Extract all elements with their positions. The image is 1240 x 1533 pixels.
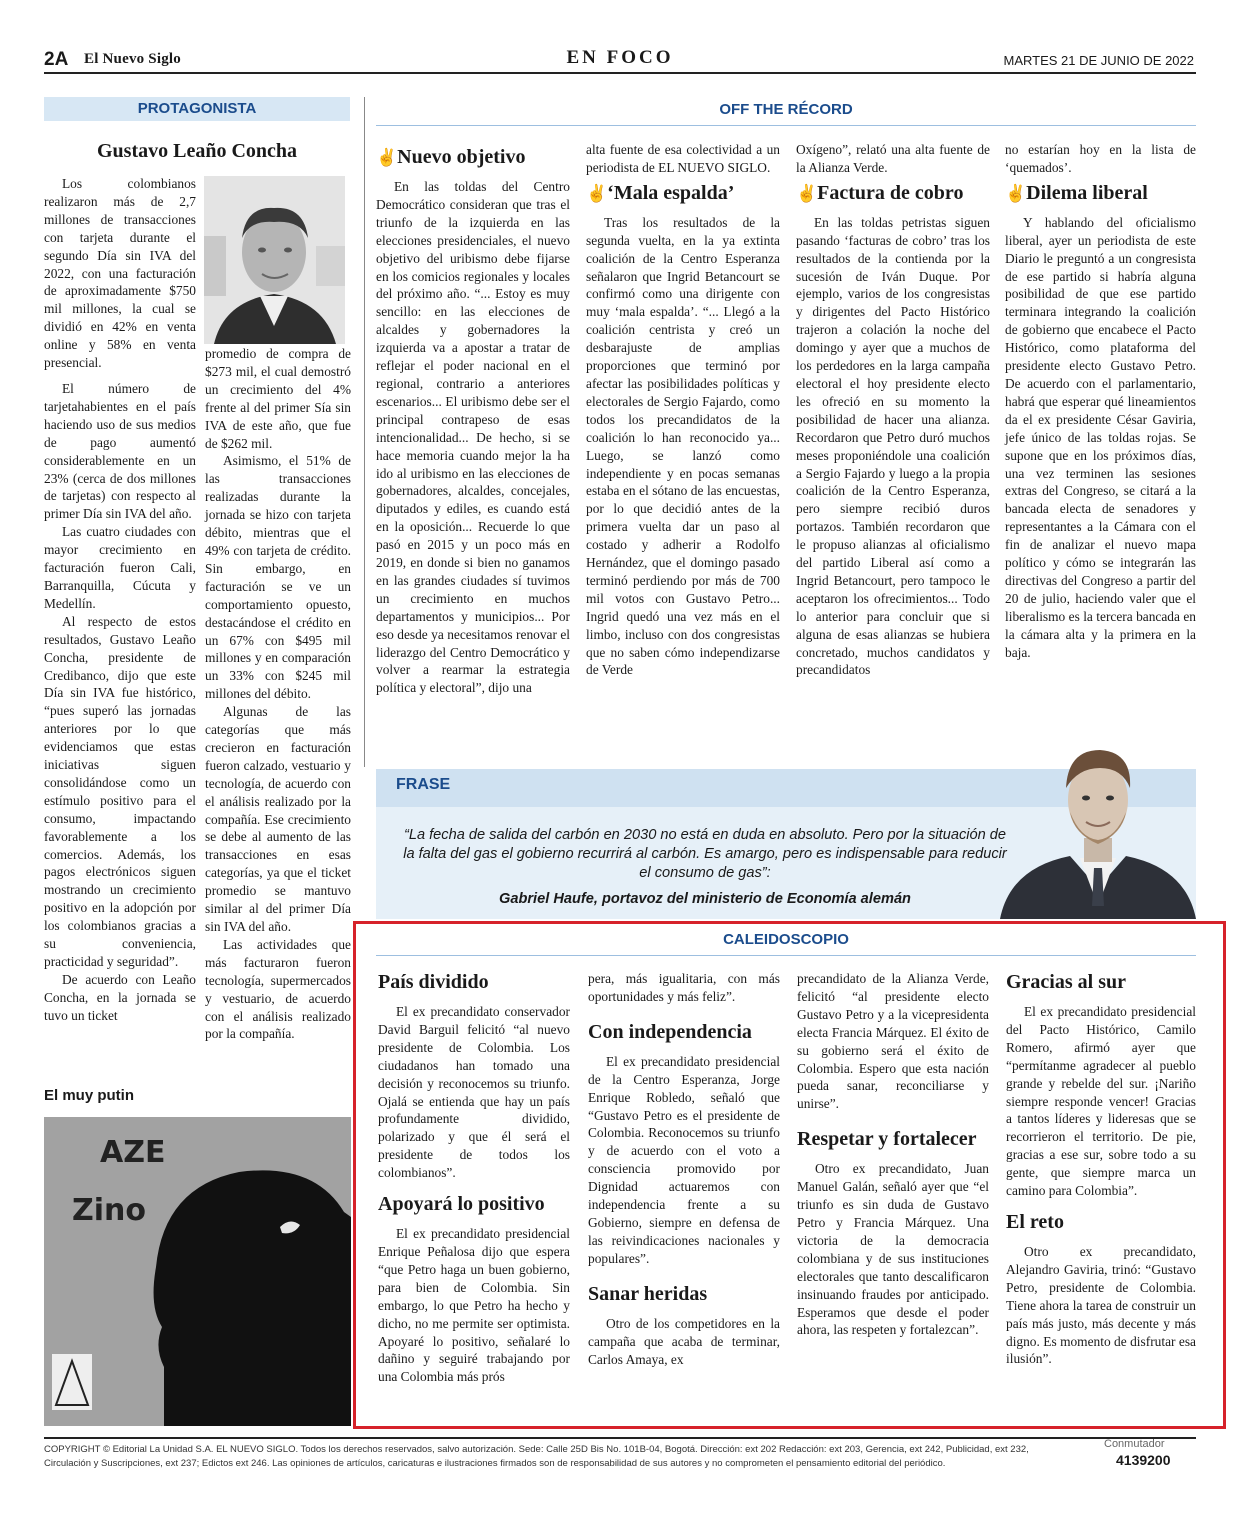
protagonista-column-1a xyxy=(44,175,196,371)
footer-copyright xyxy=(44,1443,1094,1471)
caleido-heading-apoyara: Apoyará lo positivo xyxy=(378,1193,545,1216)
off-column-3 xyxy=(796,141,990,766)
protagonista-paragraph: Algunas de las categorías que más crecieron en facturación fueron calzado, vestuario y tecnología, de acuerdo con el análisis realizado por la compañía. Ese crecimiento se debe al aumento de las transacciones en esas categorías, ya que el ticket promedio se mantuvo similar al del primer Día sin IVA del año. xyxy=(205,704,351,934)
switchboard-label: Conmutador xyxy=(1104,1438,1165,1450)
protagonista-paragraph: Al respecto de estos resultados, Gustavo Leaño Concha, presidente de Credibanco, dijo que este Día sin IVA fue histórico, “pues superó las jornadas anteriores por lo que evidenciamos que estas iniciativas siguen consolidándose como un estímulo positivo para el consumo, impactando favorablemente a los comercios. Además, los pagos electrónicos siguen mostrando un crecimiento positivo en la adopción por los colombianos gracias a su conveniencia, practicidad y seguridad”. xyxy=(44,613,196,969)
caleido-paragraph: El ex precandidato conservador David Barguil felicitó “al nuevo presidente de Colombia. Los ciudadanos han tomado una decisión y reconocemos su triunfo. Ojalá se entienda que hay un país profundamente dividido, polarizado y que él será el presidente de todos los colombianos”. xyxy=(378,1004,570,1181)
protagonista-paragraph: De acuerdo con Leaño Concha, en la jornada se tuvo un ticket xyxy=(44,971,196,1023)
issue-date: MARTES 21 DE JUNIO DE 2022 xyxy=(1003,53,1194,68)
caleido-paragraph: El ex precandidato presidencial de la Centro Esperanza, Jorge Enrique Robledo, señaló que “Gustavo Petro es el presidente de Colombia. Reconocemos su triunfo y de acuerdo con el voto a consciencia promovido por Dignidad actuaremos con independencia frente a su Gobierno, siempre en defensa de las reivindicaciones nacionales y populares”. xyxy=(588,1053,780,1266)
caleido-column-3 xyxy=(797,970,989,1425)
column-divider xyxy=(364,97,365,767)
header-rule xyxy=(44,72,1196,74)
protagonista-column-2 xyxy=(205,345,351,1067)
caleido-paragraph: pera, más igualitaria, con más oportunidades y más feliz”. xyxy=(588,971,780,1004)
footer-line-1: COPYRIGHT © Editorial La Unidad S.A. EL NUEVO SIGLO. Todos los derechos reservados, salvo autorización. Sede: Calle 25D Bis No. 101B-04, Bogotá. Dirección: ext 202 Redacción: ext 203, Gerencia, ext 242, Publicidad, ext 232, xyxy=(44,1444,1029,1455)
off-paragraph: En las toldas del Centro Democrático consideran que tras el triunfo de la izquierda en las elecciones presidenciales, el nuevo objetivo del uribismo debe fijarse en los comicios regionales y locales del próximo año. “... Estoy es muy sencillo: en las elecciones de alcaldes y gobernadores la izquierda va a apostar a tratar de reflejar el poder nacional en el regional, contrario a anteriores escenarios... El uribismo debe ser el principal contrapeso de esas intencionalidad... De hecho, si se hace memoria cuando mejor la ha ido al uribismo en las elecciones de gobernadores, alcaldes, concejales, diputados y ediles, es cuando está en la oposición... Recuerde lo que pasó en 2015 y un poco más en 2019, en donde si bien no ganamos en las grandes ciudades sí tuvimos un crecimiento en muchos departamentos y municipios... Por eso desde ya necesitamos renovar el liderazgo del Centro Democrático y volver a rearmar la estrategia política y electoral”, dijo una xyxy=(376,179,570,696)
off-paragraph: Tras los resultados de la segunda vuelta, en la ya extinta coalición de la Centro Esperanza señalaron que Ingrid Betancourt se confirmó como una dirigente con muy ‘mala espalda’. “... Llegó a la coalición centrista y creó un desbarajuste de amplias proporciones que terminó por afectar las posibilidades políticas y electorales de Sergio Fajardo, como todos los precandidatos de la coalición lo han reconocido ya... Luego, se lanzó como independiente y en pocas semanas estaba en el sótano de las encuestas, por lo que decidió antes de la primera vuelta dar un paso al costado y adherir a Rodolfo Hernández, que el domingo pasado terminó perdiendo por más de 700 mil votos con Gustavo Petro... Ingrid quedó una vez más en el limbo, incluso con dos congresistas que no saben cómo independizarse de Verde xyxy=(586,214,780,678)
off-heading-dilema-liberal: ✌Dilema liberal xyxy=(1005,181,1148,204)
switchboard-number: 4139200 xyxy=(1116,1452,1171,1468)
frase-author: Gabriel Haufe, portavoz del ministerio de Economía alemán xyxy=(499,891,911,907)
footer-line-2: Circulación y Suscripciones, ext 237; Edictos ext 246. Las opiniones de artículos, caricaturas e ilustraciones firmados son de responsabilidad de sus autores y no comprometen el pensamiento editorial del periódico. xyxy=(44,1458,946,1469)
protagonista-bar: PROTAGONISTA xyxy=(44,97,350,121)
off-column-4 xyxy=(1005,141,1196,741)
off-paragraph: no estarían hoy en la lista de ‘quemados’. xyxy=(1005,142,1196,175)
off-column-2 xyxy=(586,141,780,766)
caleidoscopio-title: CALEIDOSCOPIO xyxy=(723,931,849,948)
caleido-heading-pais-dividido: País dividido xyxy=(378,971,489,993)
victory-hand-icon: ✌ xyxy=(796,183,818,203)
protagonist-photo xyxy=(204,176,345,344)
newspaper-name: El Nuevo Siglo xyxy=(84,51,181,67)
protagonista-paragraph: Las cuatro ciudades con mayor crecimiento en facturación fueron Cali, Barranquilla, Cúcuta y Medellín. xyxy=(44,524,196,611)
caleido-column-1 xyxy=(378,970,570,1425)
protagonista-paragraph: Asimismo, el 51% de las transacciones realizadas durante la jornada se hizo con tarjeta débito, mientras que el 49% con tarjeta de crédito. Sin embargo, en facturación se ve un comportamiento opuesto, destacándose el crédito en un 67% con $495 mil millones y en comparación un 33% con $245 mil millones del débito. xyxy=(205,453,351,702)
off-heading-nuevo-objetivo: ✌Nuevo objetivo xyxy=(376,146,526,168)
caleido-paragraph: El ex precandidato presidencial Enrique Peñalosa dijo que espera “que Petro haga un buen gobierno, para bien de Colombia. Sin embargo, lo que Petro ha hecho y dicho, no me permite ser optimista. Apoyaré lo positivo, señalaré lo dañino y seguiré trabajando por una Colombia más prós xyxy=(378,1226,570,1385)
caleido-column-2 xyxy=(588,970,780,1425)
caleido-column-4 xyxy=(1006,970,1196,1425)
off-heading-factura-de-cobro: ✌Factura de cobro xyxy=(796,181,964,204)
protagonista-paragraph: promedio de compra de $273 mil, el cual demostró un crecimiento del 4% frente al del primer Sía sin IVA de este año, que fue de $262 mil. xyxy=(205,346,351,451)
protagonista-paragraph: El número de tarjetahabientes en el país haciendo uso de sus medios de pago aumentó considerablemente en un 23% (cerca de dos millones de tarjetas) con respecto al primer Día sin IVA del año. xyxy=(44,381,196,522)
protagonist-name: Gustavo Leaño Concha xyxy=(96,140,298,162)
caleido-paragraph: Otro de los competidores en la campaña que acaba de terminar, Carlos Amaya, ex xyxy=(588,1315,780,1367)
cartoon-illustration xyxy=(44,1117,351,1426)
caleido-heading-sanar-heridas: Sanar heridas xyxy=(588,1282,708,1305)
caleido-heading-el-reto: El reto xyxy=(1006,1210,1064,1233)
caleido-paragraph: precandidato de la Alianza Verde, felicitó “al presidente electo Gustavo Petro y a la vicepresidenta electa Francia Márquez. El éxito de su gobierno será el éxito de Colombia. Espero que esta nación pueda sanar, reconciliarse y unirse”. xyxy=(797,971,989,1112)
caleido-paragraph: El ex precandidato presidencial del Pacto Histórico, Camilo Romero, afirmó ayer que “permítanme agradecer al pueblo grande y rebelde del sur. ¡Nariño siempre responde vencer! Gracias a tantos líderes y lideresas que se recorrieron el territorio. De pie, gracias a ese sur, sobre todo a su gente, que siempre marca un camino para Colombia”. xyxy=(1006,1004,1196,1199)
off-paragraph: alta fuente de esa colectividad a un periodista de EL NUEVO SIGLO. xyxy=(586,142,780,175)
off-paragraph: En las toldas petristas siguen pasando ‘facturas de cobro’ tras los resultados de la contienda por la sucesión de Iván Duque. Por ejemplo, varios de los congresistas y dirigentes del Pacto Histórico trajeron a colación la noche del domingo y ayer que a muchos de los perdedores en la larga campaña electoral el hoy presidente electo les ofreció en su momento la posibilidad de hacer una alianza. Recordaron que Petro duró muchos meses proponiéndole una coalición a Sergio Fajardo y luego a la propia coalición de la Centro Esperanza, pero siempre recibió duros portazos. También recordaron que le propuso alianzas al oficialismo del partido Liberal así como a Ingrid Betancourt, pero tampoco le aceptaron los ofrecimientos... Todo lo anterior para concluir que si alguna de esas alianzas se hubiera concretado, muchos candidatos y precandidatos xyxy=(796,214,990,678)
protagonista-paragraph: Las actividades que más facturaron fueron tecnología, supermercados y vestuario, de acuerdo con el análisis realizado por la compañía. xyxy=(205,936,351,1042)
frase-author-photo xyxy=(1000,738,1196,919)
caleidoscopio-rule xyxy=(376,955,1196,956)
victory-hand-icon: ✌ xyxy=(1005,183,1027,203)
off-the-record-rule xyxy=(376,125,1196,126)
caleido-heading-con-independencia: Con independencia xyxy=(588,1020,752,1043)
section-title: EN FOCO xyxy=(566,47,674,68)
caleido-heading-gracias-al-sur: Gracias al sur xyxy=(1006,971,1126,993)
off-the-record-title: OFF THE RÉCORD xyxy=(719,101,853,118)
frase-quote: “La fecha de salida del carbón en 2030 no está en duda en absoluto. Pero por la situación de la falta del gas el gobierno recurrirá al carbón. Es amargo, pero es indispensable para reducir el consumo de gas”: xyxy=(403,827,1007,881)
off-column-1 xyxy=(376,141,570,766)
victory-hand-icon: ✌ xyxy=(586,183,608,203)
off-paragraph: Y hablando del oficialismo liberal, ayer un periodista de este Diario le preguntó a un congresista de ese partido si habría alguna posibilidad de que ese partido terminara integrando la coalición de gobierno que encabece el Pacto Histórico, como plataforma del presidente electo Gustavo Petro. De acuerdo con el parlamentario, habrá que esperar qué lineamientos da el ex presidente César Gaviria, jefe único de las toldas rojas. Se supone que en los próximos días, una vez terminen las sesiones extras del Congreso, se citará a la bancada electa de senadores y representantes a la Cámara con el fin de analizar el nuevo mapa político y cómo se integrarán las directivas del Congreso a partir del 20 de julio, haciendo valer que el liberalismo es la tercera bancada en la cámara alta y la primera en la baja. xyxy=(1005,214,1196,660)
caleido-paragraph: Otro ex precandidato, Juan Manuel Galán, señaló ayer que “el triunfo es sin duda de Gustavo Petro y Francia Márquez. Una victoria de la democracia colombiana y de sus instituciones electorales que tanto descalificaron insinuando fraudes por anticipado. Esperamos que desde el poder ahora, las respeten y fortalezcan”. xyxy=(797,1161,989,1338)
cartoon-text-zino: Zino xyxy=(72,1193,147,1228)
cartoon-text-aze: AZE xyxy=(100,1135,166,1170)
victory-hand-icon: ✌ xyxy=(376,148,398,167)
off-heading-mala-espalda: ✌‘Mala espalda’ xyxy=(586,181,735,204)
caleido-paragraph: Otro ex precandidato, Alejandro Gaviria, trinó: “Gustavo Petro, presidente de Colombia. Tiene ahora la tarea de construir un país más justo, más decente y más digno. Es momento de disfrutar esa ilusión”. xyxy=(1006,1243,1196,1367)
protagonista-column-1b xyxy=(44,380,196,1065)
frase-title: FRASE xyxy=(396,776,451,793)
cartoon-title: El muy putin xyxy=(44,1087,134,1104)
off-paragraph: Oxígeno”, relató una alta fuente de la Alianza Verde. xyxy=(796,142,990,175)
page-number: 2A xyxy=(44,49,69,70)
caleido-heading-respetar: Respetar y fortalecer xyxy=(797,1128,977,1151)
footer-rule xyxy=(44,1437,1196,1439)
protagonista-paragraph: Los colombianos realizaron más de 2,7 millones de transacciones con tarjeta durante el segundo Día sin IVA del 2022, con una facturación de aproximadamente $750 mil millones, la cual se dividió en 42% en venta online y 58% en venta presencial. xyxy=(44,176,196,371)
